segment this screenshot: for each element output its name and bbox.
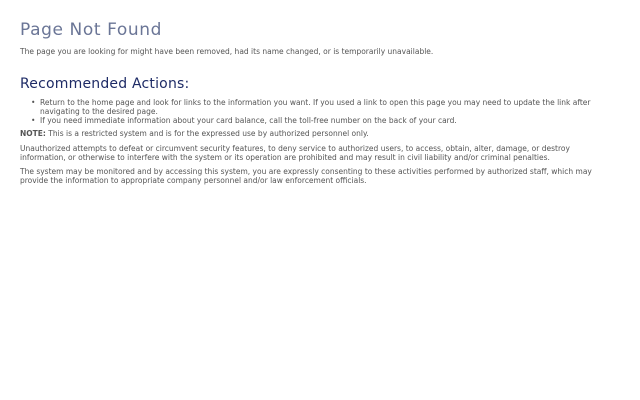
restricted-note bbox=[20, 129, 620, 138]
recommended-actions-heading: Recommended Actions: bbox=[20, 76, 190, 92]
list-item bbox=[31, 116, 620, 125]
intro-text: The page you are looking for might have been removed, had its name changed, or is temporarily unavailable. bbox=[20, 47, 434, 56]
list-item bbox=[31, 98, 620, 116]
monitoring-notice: The system may be monitored and by accessing this system, you are expressly consenting to these activities performed by authorized staff, which may provide the information to appropriate company personnel and/or law enforcement officials. bbox=[20, 167, 592, 185]
note-text: This is a restricted system and is for the expressed use by authorized personnel only. bbox=[45, 129, 369, 138]
unauthorized-notice: Unauthorized attempts to defeat or circumvent security features, to deny service to authorized users, to access, obtain, alter, damage, or destroy information, or otherwise to interfere with the system or its operation are prohibited and may result in civil liability and/or criminal penalties. bbox=[20, 144, 570, 162]
note-label: NOTE: bbox=[20, 129, 46, 138]
bullet-icon: • bbox=[31, 116, 36, 125]
list-item-label: Return to the home page and look for links to the information you want. If you used a link to open this page you may need to update the link after navigating to the desired page. bbox=[40, 98, 591, 116]
bullet-icon: • bbox=[31, 98, 36, 107]
list-item-label: If you need immediate information about your card balance, call the toll-free number on the back of your card. bbox=[40, 116, 457, 125]
recommended-actions-list bbox=[20, 98, 620, 125]
page-title: Page Not Found bbox=[20, 20, 163, 40]
